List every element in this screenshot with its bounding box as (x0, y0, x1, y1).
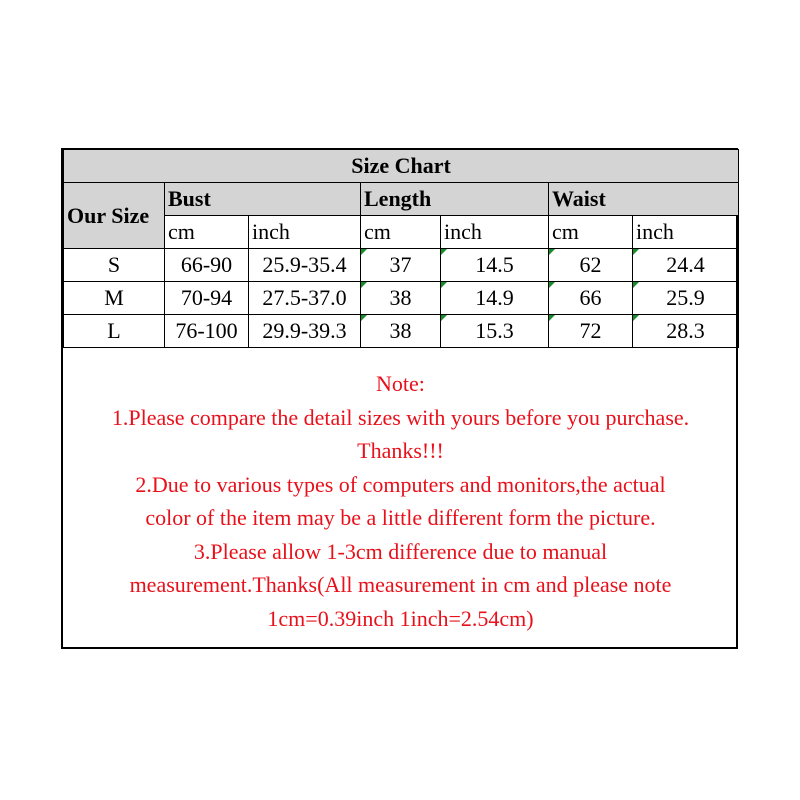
length-cm-cell: 37 (361, 249, 441, 282)
bust-inch-header: inch (249, 216, 361, 249)
length-cm-cell: 38 (361, 282, 441, 315)
note-line: 1cm=0.39inch 1inch=2.54cm) (267, 605, 534, 631)
waist-inch-cell: 28.3 (633, 315, 739, 348)
size-cell: L (64, 315, 165, 348)
waist-cm-cell: 66 (549, 282, 633, 315)
waist-inch-cell: 25.9 (633, 282, 739, 315)
bust-inch-cell: 25.9-35.4 (249, 249, 361, 282)
table-row (64, 282, 739, 315)
waist-inch-cell: 24.4 (633, 249, 739, 282)
length-header: Length (361, 183, 549, 216)
size-chart-table (63, 149, 739, 348)
bust-inch-cell: 27.5-37.0 (249, 282, 361, 315)
note-line: Thanks!!! (357, 438, 444, 463)
size-cell: M (64, 282, 165, 315)
waist-inch-header: inch (633, 216, 739, 249)
table-row (64, 315, 739, 348)
length-inch-cell: 14.5 (441, 249, 549, 282)
our-size-header: Our Size (64, 183, 165, 249)
bust-cm-cell: 66-90 (165, 249, 249, 282)
waist-header: Waist (549, 183, 739, 216)
bust-cm-header: cm (165, 216, 249, 249)
waist-cm-header: cm (549, 216, 633, 249)
waist-cm-cell: 72 (549, 315, 633, 348)
note-line: color of the item may be a little different form the picture. (145, 505, 656, 530)
length-cm-cell: 38 (361, 315, 441, 348)
bust-cm-cell: 70-94 (165, 282, 249, 315)
size-chart-frame (61, 148, 738, 649)
size-cell: S (64, 249, 165, 282)
length-inch-cell: 15.3 (441, 315, 549, 348)
note-line: measurement.Thanks(All measurement in cm and please note (129, 572, 672, 597)
length-cm-header: cm (361, 216, 441, 249)
note-line: 3.Please allow 1-3cm difference due to manual (193, 538, 608, 564)
length-inch-cell: 14.9 (441, 282, 549, 315)
bust-header: Bust (165, 183, 361, 216)
table-row (64, 249, 739, 282)
length-inch-header: inch (441, 216, 549, 249)
chart-title: Size Chart (64, 150, 739, 183)
bust-cm-cell: 76-100 (165, 315, 249, 348)
note-heading: Note: (376, 371, 425, 396)
notes-block (63, 349, 738, 635)
note-line: 2.Due to various types of computers and monitors,the actual (135, 471, 666, 497)
note-line: 1.Please compare the detail sizes with yours before you purchase. (111, 404, 690, 430)
waist-cm-cell: 62 (549, 249, 633, 282)
bust-inch-cell: 29.9-39.3 (249, 315, 361, 348)
